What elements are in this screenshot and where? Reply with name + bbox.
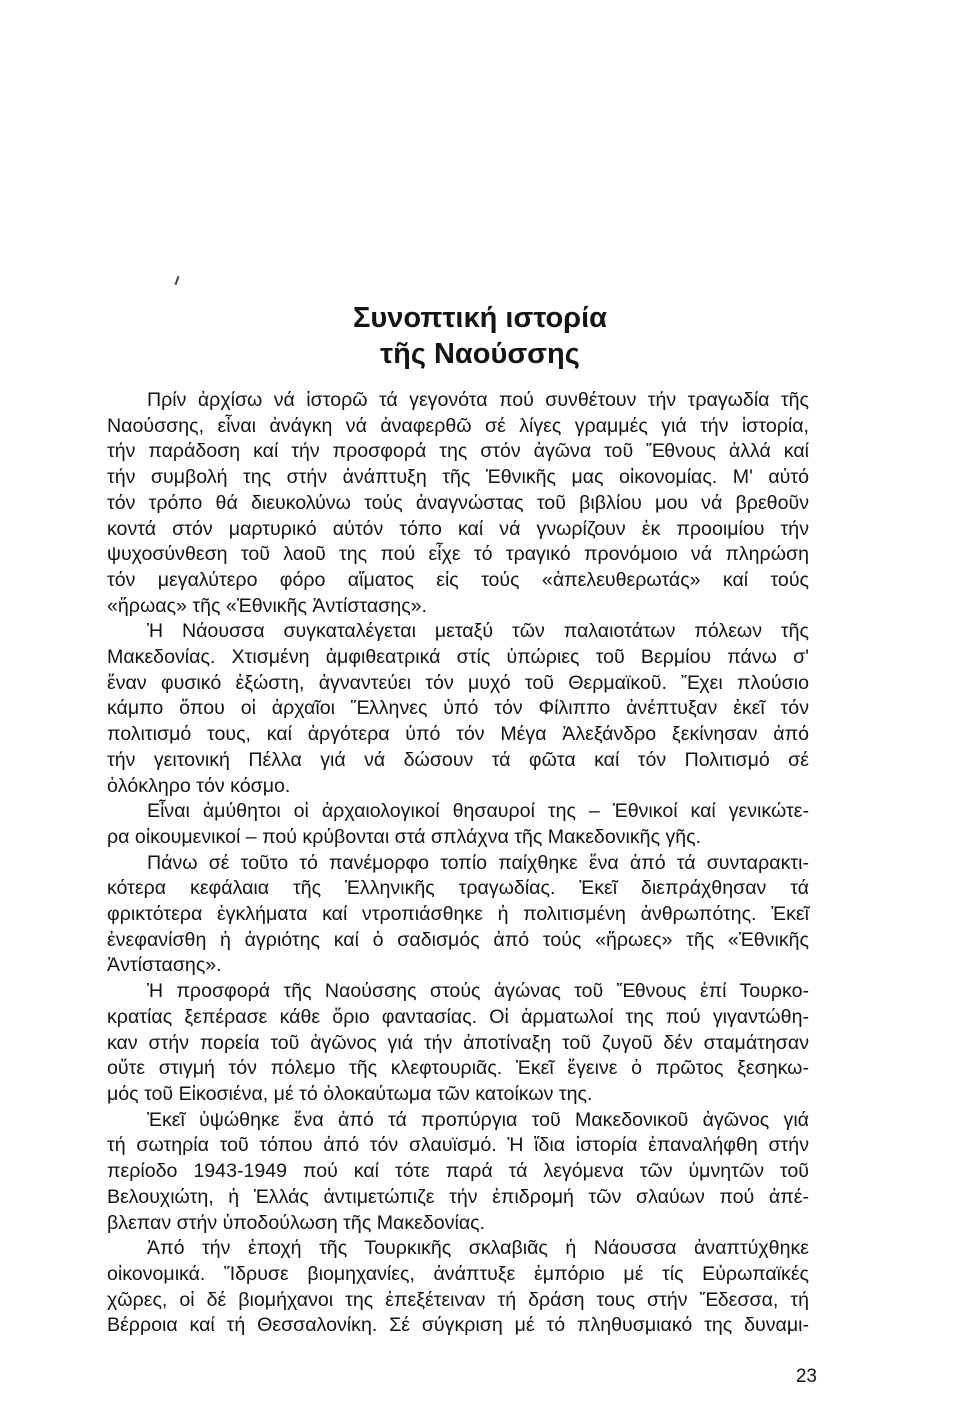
page-number: 23 [795,1366,817,1387]
chapter-title-line-1: Συνοπτική ιστορία [352,302,608,334]
text-line: Ἀντίστασης». [107,954,222,977]
text-line: κάμπο ὅπου οἱ ἀρχαῖοι Ἕλληνες ὑπό τόν Φίλιππο ἀνέπτυξαν ἐκεῖ τόν [107,697,809,720]
text-line: τή σωτηρία τοῦ τόπου ἀπό τόν σλαυϊσμό. Ἡ ἴδια ἱστορία ἐπαναλήφθη στήν [107,1134,809,1157]
text-line: περίοδο 1943-1949 πού καί τότε παρά τά λεγόμενα τῶν ὑμνητῶν τοῦ [107,1160,809,1183]
text-line: Ἡ Νάουσσα συγκαταλέγεται μεταξύ τῶν παλαιοτάτων πόλεων τῆς [147,620,809,643]
text-line: οἰκονομικά. Ἵδρυσε βιομηχανίες, ἀνάπτυξε ἐμπόριο μέ τίς Εὐρωπαϊκές [107,1262,809,1285]
text-line: χῶρες, οἱ δέ βιομήχανοι της ἐπεξέτειναν τή δράση τους στήν Ἔδεσσα, τή [107,1288,809,1311]
text-line: τήν συμβολή της στήν ἀνάπτυξη τῆς Ἐθνικῆς μας οἰκονομίας. Μ' αὐτό [107,466,809,489]
text-line: πολιτισμό τους, καί ἀργότερα ὑπό τόν Μέγα Ἀλεξάνδρο ξεκίνησαν ἀπό [107,723,809,746]
text-line: τόν τρόπο θά διευκολύνω τούς ἀναγνώστας τοῦ βιβλίου μου νά βρεθοῦν [107,491,809,514]
text-line: τήν γειτονική Πέλλα γιά νά δώσουν τά φῶτα καί τόν Πολιτισμό σέ [107,748,809,771]
text-line: Ἐκεῖ ὑψώθηκε ἕνα ἀπό τά προπύργια τοῦ Μακεδονικοῦ ἀγῶνος γιά [147,1108,809,1131]
text-line: Ἀπό τήν ἐποχή τῆς Τουρκικῆς σκλαβιᾶς ἡ Νάουσσα ἀναπτύχθηκε [147,1237,809,1260]
chapter-title-line-2: τῆς Ναούσσης [380,338,580,370]
text-line: οὔτε στιγμή τόν πόλεμο τῆς κλεφτουριᾶς. Ἐκεῖ ἔγεινε ὁ πρῶτος ξεσηκω- [107,1057,809,1080]
text-line: Πάνω σέ τοῦτο τό πανέμορφο τοπίο παίχθηκε ἕνα ἀπό τά συνταρακτι- [147,851,809,874]
text-line: καν στήν πορεία τοῦ ἀγῶνος γιά τήν ἀποτίναξη τοῦ ζυγοῦ δέν σταμάτησαν [107,1031,809,1054]
text-line: ἕναν φυσικό ἐξώστη, ἀγναντεύει τόν μυχό τοῦ Θερμαϊκοῦ. Ἔχει πλούσιο [107,671,809,694]
chapter-body-text [107,388,809,1339]
text-line: μός τοῦ Εἰκοσιένα, μέ τό ὁλοκαύτωμα τῶν κατοίκων της. [107,1082,593,1105]
text-line: ὁλόκληρο τόν κόσμο. [107,774,291,797]
text-line: Ναούσσης, εἶναι ἀνάγκη νά ἀναφερθῶ σέ λίγες γραμμές γιά τήν ἱστορία, [107,414,809,437]
text-line: «ἥρωας» τῆς «Ἐθνικῆς Ἀντίστασης». [107,594,427,617]
text-line: Πρίν ἀρχίσω νά ἱστορῶ τά γεγονότα πού συνθέτουν τήν τραγωδία τῆς [147,389,809,411]
text-line: Ἡ προσφορά τῆς Ναούσσης στούς ἀγώνας τοῦ Ἔθνους ἐπί Τουρκο- [147,980,809,1003]
text-line: τήν παράδοση καί τήν προσφορά της στόν ἀγῶνα τοῦ Ἔθνους ἀλλά καί [107,440,809,463]
text-line: Βελουχιώτη, ἡ Ἑλλάς ἀντιμετώπιζε τήν ἐπιδρομή τῶν σλαύων πού ἀπέ- [107,1185,809,1208]
text-line: τόν μεγαλύτερο φόρο αἵματος εἰς τούς «ἀπελευθερωτάς» καί τούς [107,568,809,591]
text-line: ἐνεφανίσθη ἡ ἀγριότης καί ὁ σαδισμός ἀπό τούς «ἥρωες» τῆς «Ἐθνικῆς [107,928,809,951]
text-line: Εἶναι ἀμύθητοι οἱ ἀρχαιολογικοί θησαυροί της – Ἐθνικοί καί γενικώτε- [147,800,809,823]
text-line: Μακεδονίας. Χτισμένη ἀμφιθεατρικά στίς ὑπώριες τοῦ Βερμίου πάνω σ' [107,646,809,669]
text-line: βλεπαν στήν ὑποδούλωση τῆς Μακεδονίας. [107,1211,486,1234]
text-line: κρατίας ξεπέρασε κάθε ὅριο φαντασίας. Οἱ ἁρματωλοί της πού γιγαντώθη- [107,1005,809,1028]
text-line: Βέρροια καί τή Θεσσαλονίκη. Σέ σύγκριση μέ τό πληθυσμιακό της δυναμι- [107,1314,809,1337]
text-line: κότερα κεφάλαια τῆς Ἑλληνικῆς τραγωδίας. Ἐκεῖ διεπράχθησαν τά [107,877,809,900]
text-line: ρα οἰκουμενικοί – πού κρύβονται στά σπλάχνα τῆς Μακεδονικῆς γῆς. [107,825,702,848]
text-line: κοντά στόν μαρτυρικό αὐτόν τόπο καί νά γνωρίζουν ἐκ προοιμίου τήν [107,517,809,540]
text-line: φρικτότερα ἐγκλήματα καί ντροπιάσθηκε ἡ πολιτισμένη ἀνθρωπότης. Ἐκεῖ [107,903,809,926]
stray-ink-mark [175,276,180,285]
text-line: ψυχοσύνθεση τοῦ λαοῦ της πού εἶχε τό τραγικό προνόμοιο νά πληρώση [107,543,809,566]
